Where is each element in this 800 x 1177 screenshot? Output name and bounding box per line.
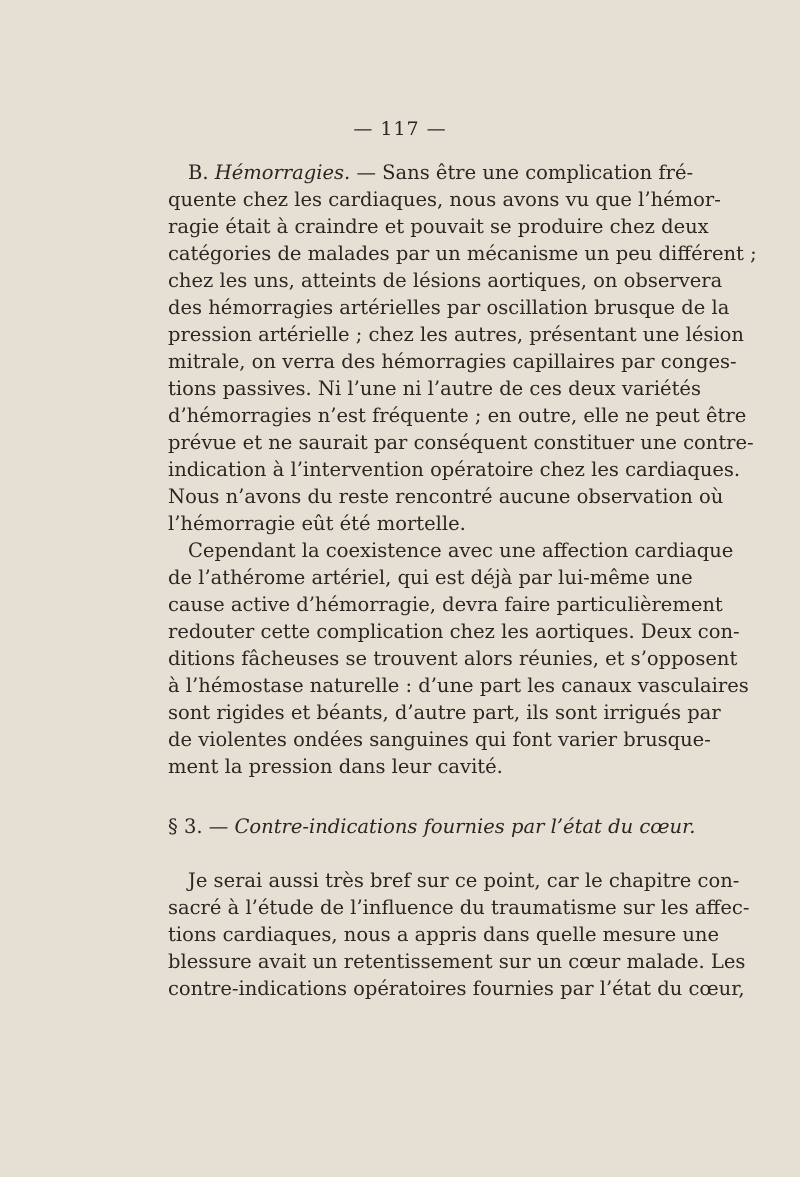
text-line: tions cardiaques, nous a appris dans quelle mesure une [168,923,719,946]
text-line: Nous n’avons du reste rencontré aucune observation où [168,485,724,508]
section-3-title: Contre-indications fournies par l’état du cœur. [234,815,696,838]
text-line: Je serai aussi très bref sur ce point, car le chapitre con- [188,869,740,892]
text-line: quente chez les cardiaques, nous avons vu que l’hémor- [168,188,721,211]
text-line: d’hémorragies n’est fréquente ; en outre, elle ne peut être [168,404,747,427]
text-line: Cependant la coexistence avec une affection cardiaque [188,539,734,562]
text-line: l’hémorragie eût été mortelle. [168,512,466,535]
text-line: prévue et ne saurait par conséquent constituer une contre- [168,431,754,454]
text-line: cause active d’hémorragie, devra faire particulièrement [168,593,723,616]
text-line: blessure avait un retentissement sur un cœur malade. Les [168,950,746,973]
text-line: sont rigides et béants, d’autre part, ils sont irrigués par [168,701,721,724]
text-line: tions passives. Ni l’une ni l’autre de ces deux variétés [168,377,701,400]
text-line: indication à l’intervention opératoire chez les cardiaques. [168,458,741,481]
section-b-title: Hémorragies. [214,161,351,184]
text-line: pression artérielle ; chez les autres, présentant une lésion [168,323,744,346]
text-line: ment la pression dans leur cavité. [168,755,503,778]
text-line: — Sans être une complication fré- [356,161,694,184]
text-line: contre-indications opératoires fournies par l’état du cœur, [168,977,745,1000]
text-line: des hémorragies artérielles par oscillation brusque de la [168,296,730,319]
text-line: sacré à l’étude de l’influence du traumatisme sur les affec- [168,896,750,919]
page-number: — 117 — [353,118,447,140]
text-line: mitrale, on verra des hémorragies capillaires par conges- [168,350,737,373]
text-line: chez les uns, atteints de lésions aortiques, on observera [168,269,723,292]
section-b-label: B. [188,161,209,184]
text-line: de l’athérome artériel, qui est déjà par lui-même une [168,566,693,589]
text-line: à l’hémostase naturelle : d’une part les canaux vasculaires [168,674,749,697]
text-line: ragie était à craindre et pouvait se produire chez deux [168,215,709,238]
text-line: redouter cette complication chez les aortiques. Deux con- [168,620,740,643]
section-b-first-line [188,160,694,186]
text-line: de violentes ondées sanguines qui font varier brusque- [168,728,711,751]
section-3-heading [168,814,696,840]
text-line: catégories de malades par un mécanisme un peu différent ; [168,242,757,265]
text-line: ditions fâcheuses se trouvent alors réunies, et s’opposent [168,647,738,670]
section-3-label: § 3. — [168,815,229,838]
